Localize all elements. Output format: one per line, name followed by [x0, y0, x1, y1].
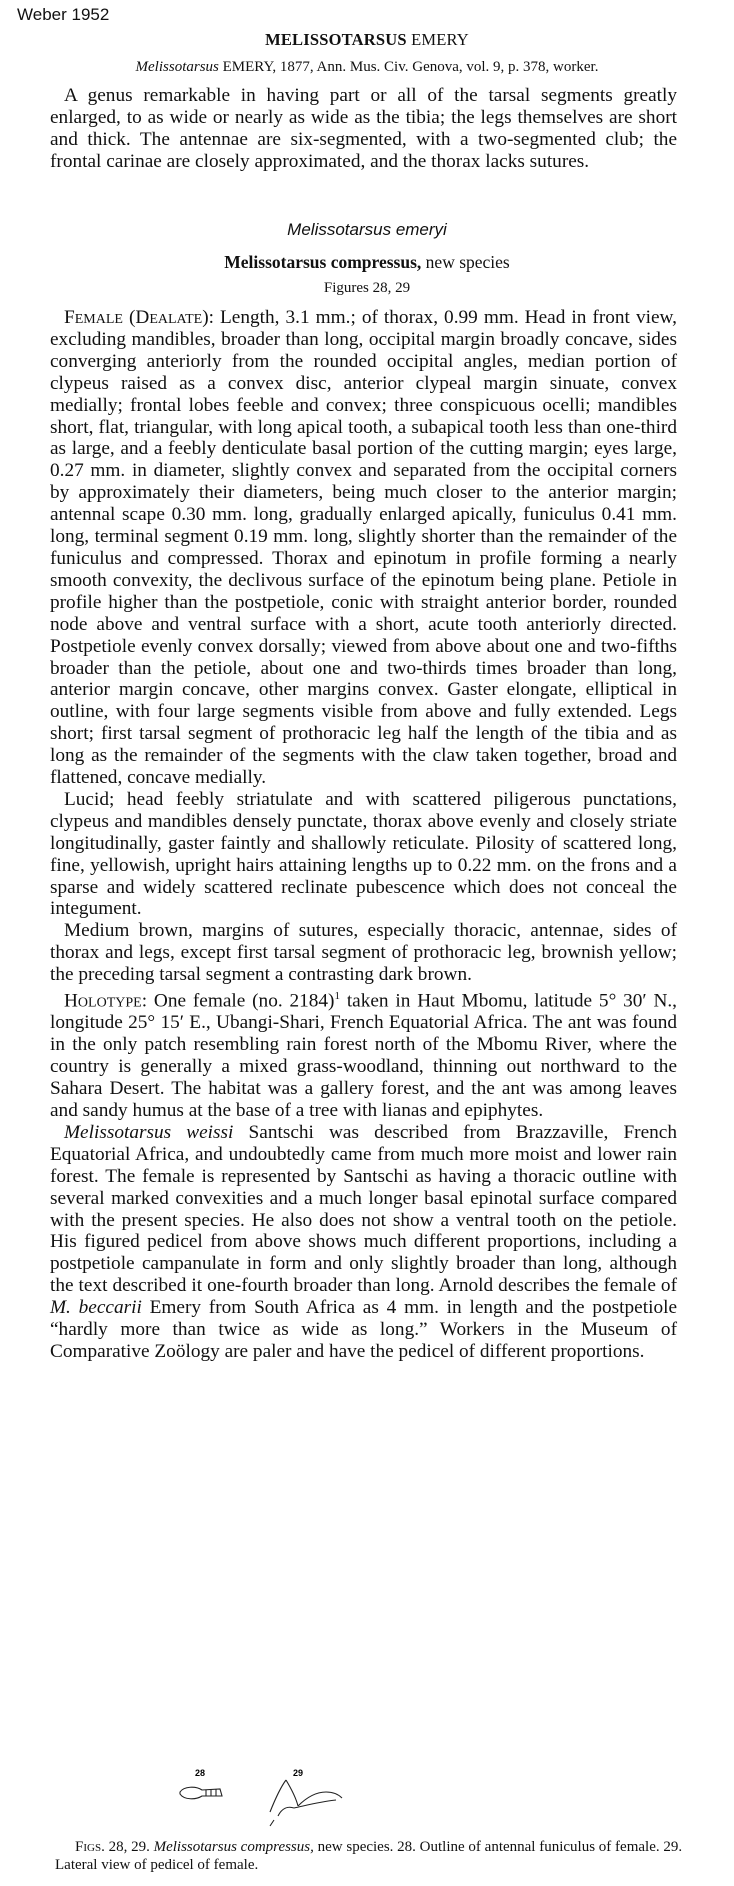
genus-citation [0, 57, 734, 77]
female-description-paragraph [50, 307, 677, 789]
species-name: Melissotarsus compressus, [224, 252, 422, 272]
holotype-paragraph [50, 986, 677, 1122]
genus-heading [0, 30, 734, 50]
figures-reference: Figures 28, 29 [323, 280, 411, 296]
handwritten-species-note: Melissotarsus emeryi [287, 220, 447, 239]
color-paragraph: Medium brown, margins of sutures, especially thoracic, antennae, sides of thorax and legs, except first tarsal segment of prothoracic leg, brownish yellow; the preceding tarsal segment a contrasting dark brown. [50, 920, 677, 986]
figure-caption [55, 1838, 695, 1874]
species-description [50, 307, 677, 1363]
species-status: new species [425, 252, 510, 272]
figure-sketches [170, 1762, 390, 1834]
comparison-taxon-2: M. beccarii [50, 1297, 142, 1319]
genus-description-block [50, 85, 677, 173]
caption-text: new species. 28. Outline of antennal funiculus of female. 29. Lateral view of pedicel of female. [55, 1839, 683, 1873]
antennal-funiculus-drawing [180, 1787, 222, 1799]
comparison-taxon: Melissotarsus weissi [64, 1121, 234, 1143]
handwritten-reference: Weber 1952 [17, 5, 110, 24]
fig29-label: 29 [292, 1768, 304, 1778]
footnote-marker: 1 [334, 990, 340, 1003]
genus-author: EMERY [411, 30, 469, 49]
sculpture-paragraph: Lucid; head feebly striatulate and with scattered piligerous punctations, clypeus and mandibles densely punctate, thorax above evenly and closely striate longitudinally, gaster faintly and shallowly reticulate. Pilosity of scattered long, fine, yellowish, upright hairs attaining lengths up to 0.22 mm. on the frons and a sparse and widely scattered reclinate pubescence which does not conceal the integument. [50, 788, 677, 920]
comparison-text-b: Emery from South Africa as 4 mm. in length and the postpetiole “hardly more than twice as wide as long.” Workers in the Museum of Comparative Zoölogy are paler and have the pedicel of different proportions. [50, 1297, 678, 1363]
holotype-text-a: : One female (no. 2184) [141, 990, 335, 1012]
comparison-paragraph [50, 1122, 677, 1363]
species-heading [0, 252, 734, 272]
citation-genus-name: Melissotarsus [135, 59, 219, 75]
caption-figs-label: Figs. 28, 29. [75, 1839, 150, 1855]
genus-name: MELISSOTARSUS [265, 30, 407, 49]
genus-description: A genus remarkable in having part or all of the tarsal segments greatly enlarged, to as wide or nearly as wide as the tibia; the legs themselves are short and thick. The antennae are six-segmented, with a two-segmented club; the frontal carinae are closely approximated, and the thorax lacks sutures. [50, 85, 677, 172]
citation-details: EMERY, 1877, Ann. Mus. Civ. Genova, vol. 9, p. 378, worker. [222, 59, 599, 75]
holotype-text-b: taken in Haut Mbomu, latitude 5° 30′ N., longitude 25° 15′ E., Ubangi-Shari, French Equatorial Africa. The ant was found in the only patch resembling rain forest north of the Mbomu River, where the country is generally a mixed grass-woodland, thinning out northward to the Sahara Desert. The habitat was a gallery forest, and the ant was among leaves and sandy humus at the base of a tree with lianas and epiphytes. [50, 990, 678, 1122]
fig28-label: 28 [194, 1768, 206, 1778]
female-label: Female (Dealate) [64, 307, 209, 328]
comparison-text-a: Santschi was described from Brazzaville, French Equatorial Africa, and undoubtedly came from much more moist and lower rain forest. The female is represented by Santschi as having a thoracic outline with several marked convexities and a much longer basal epinotal surface compared with the present species. He also does not show a ventral tooth on the petiole. His figured pedicel from above shows much different proportions, including a postpetiole campanulate in form and only slightly broader than long, although the text described it one-fourth broader than long. Arnold describes the female of [50, 1121, 678, 1297]
pedicel-lateral-drawing [270, 1780, 342, 1826]
holotype-label: Holotype [64, 990, 142, 1012]
female-description-text: : Length, 3.1 mm.; of thorax, 0.99 mm. Head in front view, excluding mandibles, broader than long, occipital margin broadly concave, sides converging anteriorly from the rounded occipital angles, median portion of clypeus raised as a convex disc, anterior clypeal margin sinuate, convex medially; frontal lobes feeble and convex; three conspicuous ocelli; mandibles short, flat, triangular, with long apical tooth, a subapical tooth less than one-third as large, and a feebly denticulate basal portion of the cutting margin; eyes large, 0.27 mm. in diameter, slightly convex and separated from the occipital corners by approximately their diameters, being much closer to the anterior margin; antennal scape 0.30 mm. long, gradually enlarged apically, funiculus 0.41 mm. long, terminal segment 0.19 mm. long, slightly shorter than the remainder of the funiculus and compressed. Thorax and epinotum in profile forming a nearly smooth convexity, the declivous surface of the epinotum being plane. Petiole in profile higher than the postpetiole, conic with straight anterior border, rounded node above and ventral surface with a short, acute tooth anteriorly directed. Postpetiole evenly convex dorsally; viewed from above about one and two-fifths broader than the petiole, about one and two-thirds times broader than long, anterior margin concave, other margins convex. Gaster elongate, elliptical in outline, with four large segments visible from above and fully extended. Legs short; first tarsal segment of prothoracic leg half the length of the tibia and as long as the remainder of the segments with the claw taken together, broad and flattened, concave medially. [50, 307, 677, 789]
caption-taxon: Melissotarsus compressus, [153, 1839, 314, 1855]
